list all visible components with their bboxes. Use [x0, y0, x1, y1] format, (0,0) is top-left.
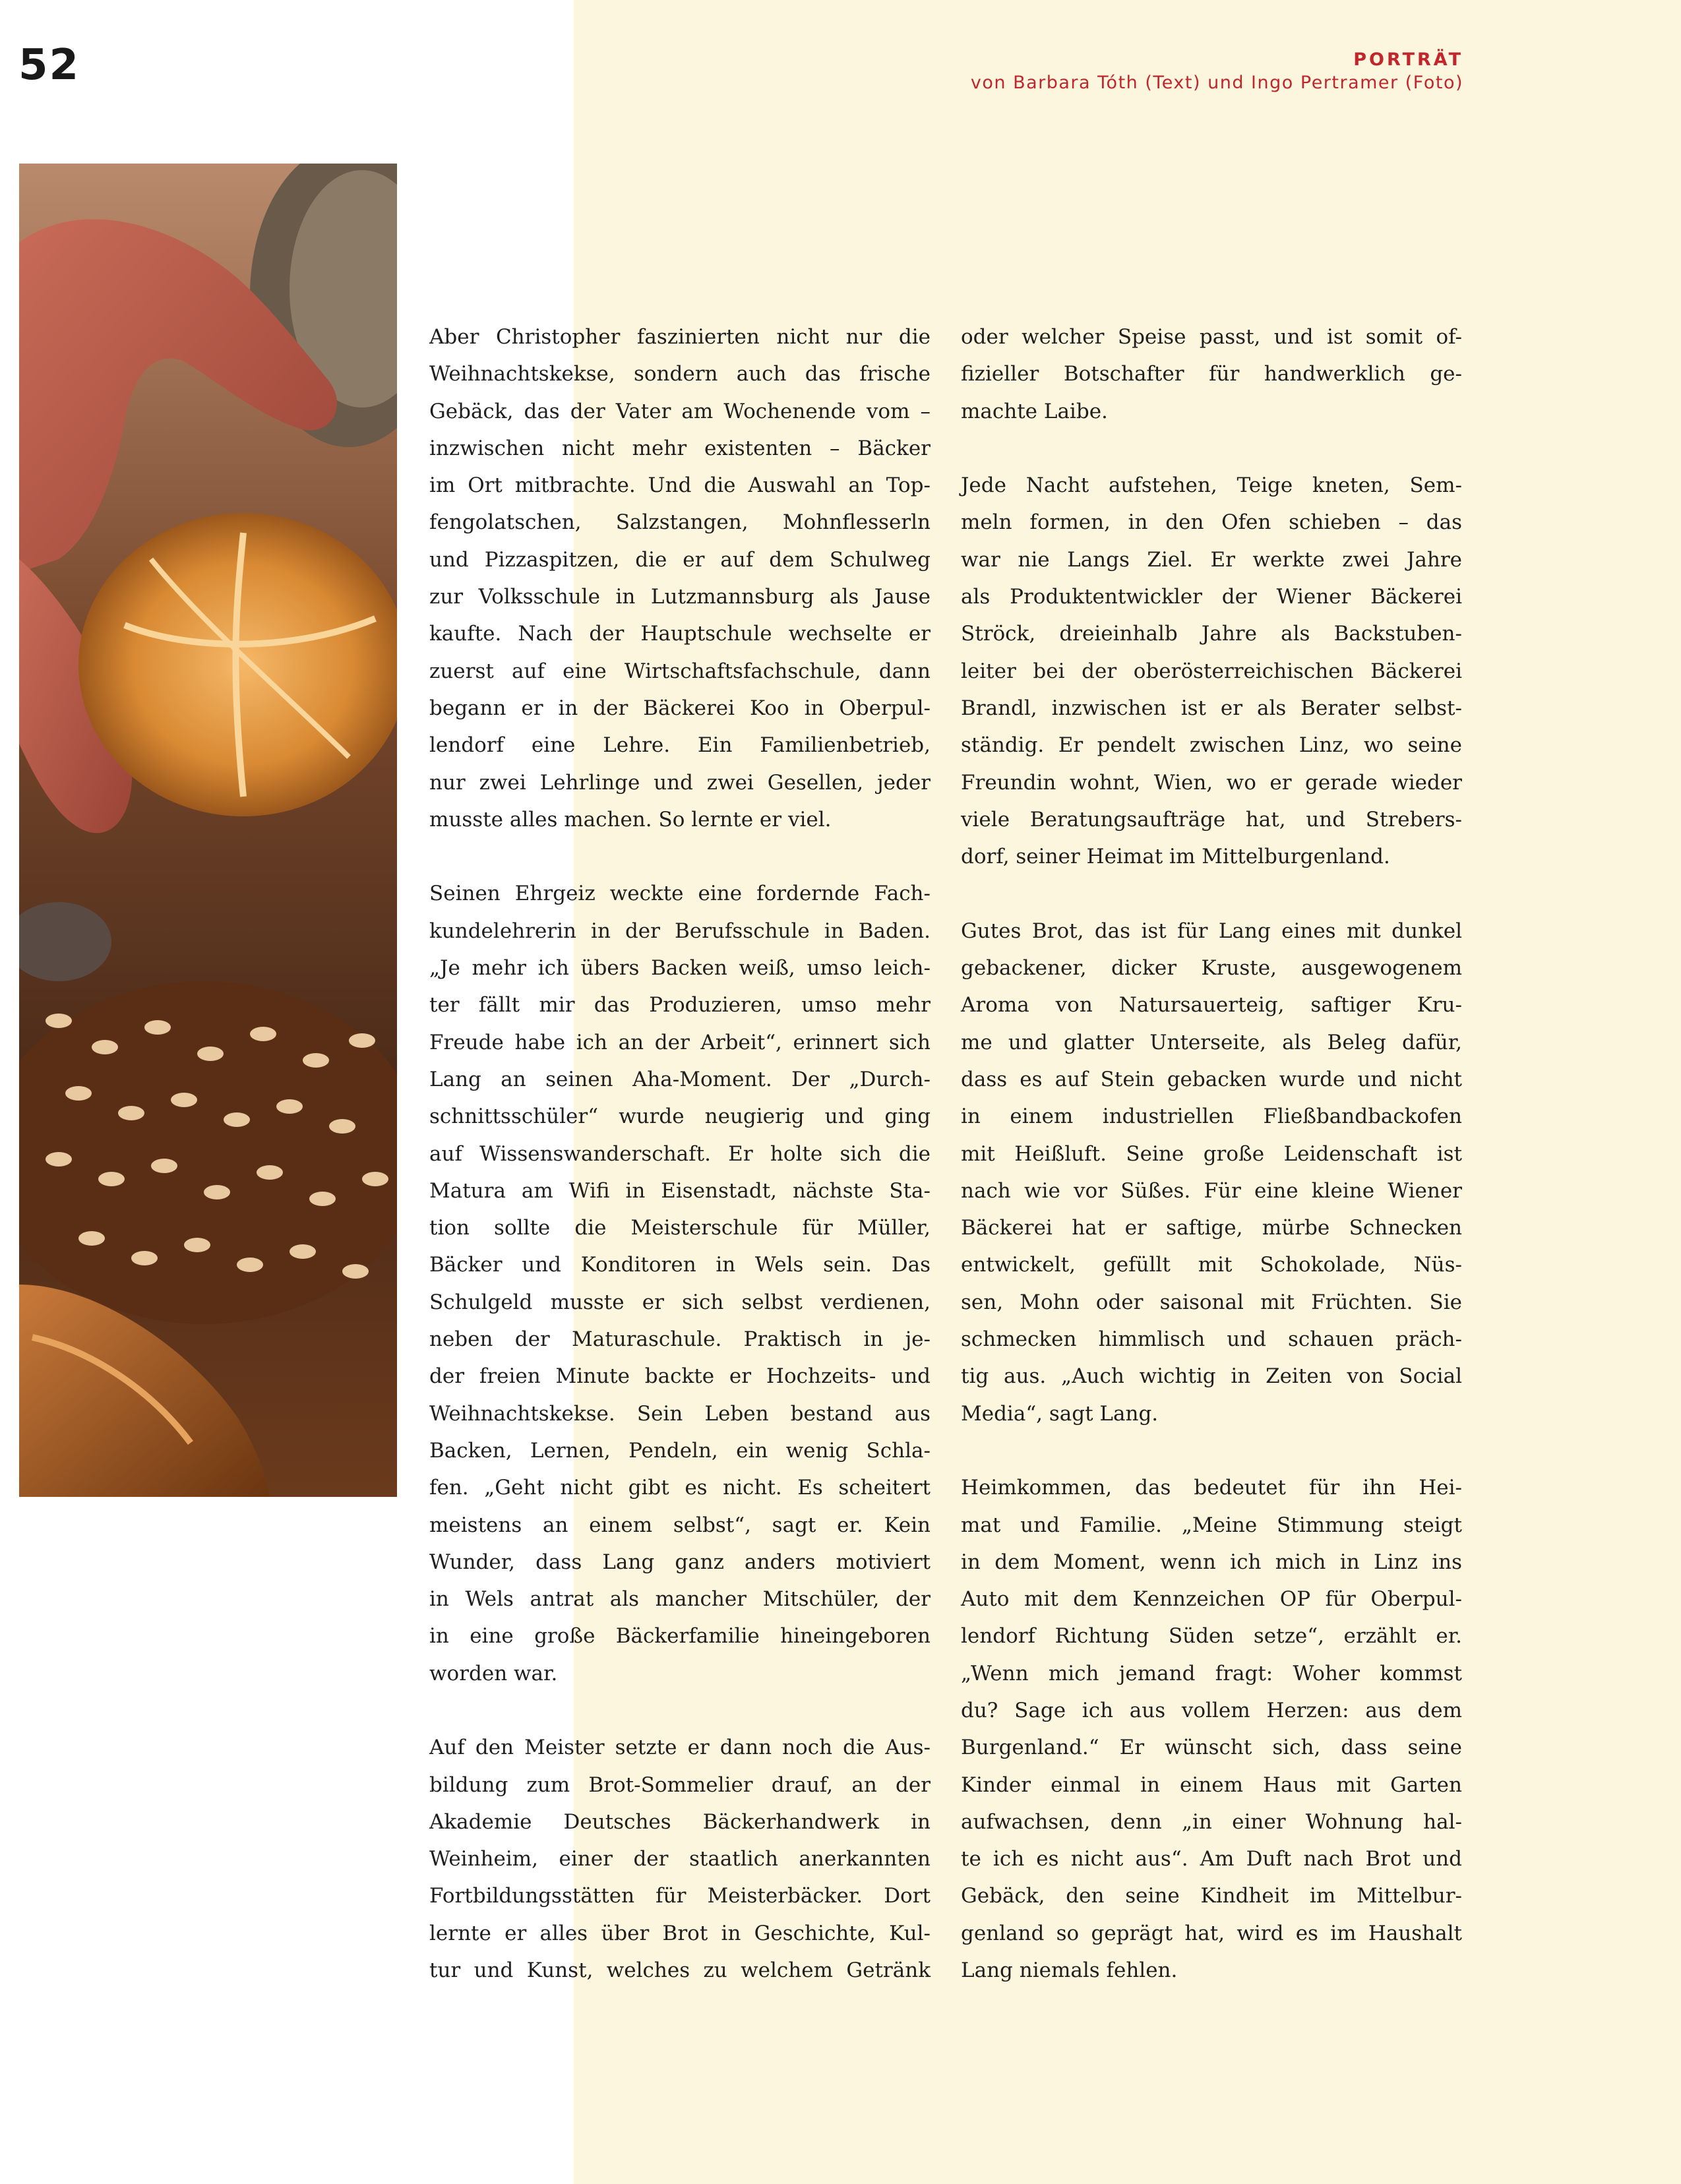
article-header [971, 49, 1463, 95]
text-line: Auto mit dem Kennzeichen OP für Oberpul- [961, 1587, 1462, 1612]
text-line: kaufte. Nach der Hauptschule wechselte er [429, 622, 931, 646]
text-line: entwickelt, gefüllt mit Schokolade, Nüs- [961, 1253, 1462, 1277]
text-line: nach wie vor Süßes. Für eine kleine Wiener [961, 1178, 1462, 1203]
text-line: Lang an seinen Aha-Moment. Der „Durch- [429, 1067, 931, 1091]
text-column-left [429, 318, 931, 2026]
bread-photo-icon [19, 164, 397, 1497]
text-line: Matura am Wifi in Eisenstadt, nächste Sta- [429, 1178, 931, 1203]
text-line: Gebäck, das der Vater am Wochenende vom – [429, 399, 931, 423]
paragraph [961, 467, 1462, 875]
text-line: schmecken himmlisch und schauen präch- [961, 1327, 1462, 1352]
text-line: gebackener, dicker Kruste, ausgewogenem [961, 956, 1462, 981]
text-line: Auf den Meister setzte er dann noch die Aus- [429, 1736, 931, 1760]
text-line: Wunder, dass Lang ganz anders motiviert [429, 1550, 931, 1574]
text-line: Freude habe ich an der Arbeit“, erinnert sich [429, 1030, 931, 1054]
text-line: ter fällt mir das Produzieren, umso mehr [429, 993, 931, 1017]
text-line: Media“, sagt Lang. [961, 1401, 1159, 1426]
byline: von Barbara Tóth (Text) und Ingo Pertramer (Foto) [970, 73, 1463, 93]
text-line: Weihnachtskekse. Sein Leben bestand aus [429, 1401, 931, 1426]
text-line: meistens an einem selbst“, sagt er. Kein [429, 1513, 931, 1537]
text-line: Heimkommen, das bedeutet für ihn Hei- [961, 1476, 1462, 1500]
text-line: tig aus. „Auch wichtig in Zeiten von Social [961, 1364, 1462, 1389]
text-line: Seinen Ehrgeiz weckte eine fordernde Fach- [429, 882, 931, 906]
text-line: dorf, seiner Heimat im Mittelburgenland. [961, 845, 1390, 869]
text-line: dass es auf Stein gebacken wurde und nicht [961, 1067, 1462, 1091]
text-line: Backen, Lernen, Pendeln, ein wenig Schla- [429, 1438, 931, 1463]
text-line: Weinheim, einer der staatlich anerkannten [429, 1847, 931, 1871]
text-line: viele Beratungsaufträge hat, und Strebers- [961, 807, 1462, 832]
text-line: Gutes Brot, das ist für Lang eines mit dunkel [961, 919, 1462, 943]
text-line: leiter bei der oberösterreichischen Bäckerei [961, 659, 1462, 683]
text-line: Jede Nacht aufstehen, Teige kneten, Sem- [961, 473, 1462, 498]
text-line: und Pizzaspitzen, die er auf dem Schulweg [429, 547, 931, 572]
section-kicker: PORTRÄT [1353, 49, 1463, 70]
text-line: Bäckerei hat er saftige, mürbe Schnecken [961, 1216, 1462, 1240]
text-line: fen. „Geht nicht gibt es nicht. Es scheitert [429, 1476, 931, 1500]
text-line: du? Sage ich aus vollem Herzen: aus dem [961, 1698, 1462, 1722]
text-line: Akademie Deutsches Bäckerhandwerk in [429, 1809, 931, 1834]
text-line: machte Laibe. [961, 399, 1108, 423]
text-line: inzwischen nicht mehr existenten – Bäcker [429, 436, 931, 460]
text-line: tur und Kunst, welches zu welchem Getränk [429, 1958, 931, 1983]
text-line: in einem industriellen Fließbandbackofen [961, 1105, 1462, 1129]
text-line: oder welcher Speise passt, und ist somit of- [961, 325, 1462, 349]
text-line: „Wenn mich jemand fragt: Woher kommst [961, 1661, 1462, 1685]
text-line: Ströck, dreieinhalb Jahre als Backstuben- [961, 622, 1462, 646]
text-line: Fortbildungsstätten für Meisterbäcker. Dort [429, 1884, 931, 1908]
text-line: nur zwei Lehrlinge und zwei Gesellen, jeder [429, 770, 931, 795]
text-line: fizieller Botschafter für handwerklich ge- [961, 362, 1462, 386]
text-line: in Wels antrat als mancher Mitschüler, der [429, 1587, 931, 1612]
text-line: Schulgeld musste er sich selbst verdienen, [429, 1290, 931, 1314]
text-line: Freundin wohnt, Wien, wo er gerade wieder [961, 770, 1462, 795]
text-line: Kinder einmal in einem Haus mit Garten [961, 1773, 1462, 1797]
text-line: war nie Langs Ziel. Er werkte zwei Jahre [961, 547, 1462, 572]
text-column-right [961, 318, 1462, 2026]
text-line: im Ort mitbrachte. Und die Auswahl an Top- [429, 473, 931, 498]
text-line: kundelehrerin in der Berufsschule in Baden. [429, 919, 931, 943]
paragraph [429, 1729, 931, 1989]
text-line: Burgenland.“ Er wünscht sich, dass seine [961, 1736, 1462, 1760]
text-line: ständig. Er pendelt zwischen Linz, wo seine [961, 733, 1462, 758]
text-line: tion sollte die Meisterschule für Müller, [429, 1216, 931, 1240]
paragraph [961, 1469, 1462, 1989]
text-line: genland so geprägt hat, wird es im Haushalt [961, 1921, 1462, 1945]
text-line: in dem Moment, wenn ich mich in Linz ins [961, 1550, 1462, 1574]
text-line: in eine große Bäckerfamilie hineingeboren [429, 1624, 931, 1649]
text-line: aufwachsen, denn „in einer Wohnung hal- [961, 1809, 1462, 1834]
text-line: als Produktentwickler der Wiener Bäckerei [961, 585, 1462, 609]
text-line: zuerst auf eine Wirtschaftsfachschule, dann [429, 659, 931, 683]
text-line: Bäcker und Konditoren in Wels sein. Das [429, 1253, 931, 1277]
text-line: Aroma von Natursauerteig, saftiger Kru- [961, 993, 1462, 1017]
paragraph [961, 318, 1462, 430]
paragraph [429, 875, 931, 1692]
text-line: zur Volksschule in Lutzmannsburg als Jause [429, 585, 931, 609]
text-line: begann er in der Bäckerei Koo in Oberpul- [429, 696, 931, 720]
text-line: schnittsschüler“ wurde neugierig und ging [429, 1105, 931, 1129]
text-line: Weihnachtskekse, sondern auch das frische [429, 362, 931, 386]
text-line: neben der Maturaschule. Praktisch in je- [429, 1327, 931, 1352]
text-line: worden war. [429, 1661, 558, 1685]
text-line: Aber Christopher faszinierten nicht nur die [429, 325, 931, 349]
page-number: 52 [18, 41, 80, 90]
text-line: Gebäck, den seine Kindheit im Mittelbur- [961, 1884, 1462, 1908]
paragraph [429, 318, 931, 838]
text-line: mit Heißluft. Seine große Leidenschaft ist [961, 1141, 1462, 1166]
text-line: musste alles machen. So lernte er viel. [429, 807, 832, 832]
text-line: lendorf eine Lehre. Ein Familienbetrieb, [429, 733, 931, 758]
text-line: meln formen, in den Ofen schieben – das [961, 510, 1462, 535]
text-line: sen, Mohn oder saisonal mit Früchten. Sie [961, 1290, 1462, 1314]
text-line: auf Wissenswanderschaft. Er holte sich die [429, 1141, 931, 1166]
text-line: der freien Minute backte er Hochzeits- und [429, 1364, 931, 1389]
text-line: te ich es nicht aus“. Am Duft nach Brot und [961, 1847, 1462, 1871]
text-line: „Je mehr ich übers Backen weiß, umso leich- [429, 956, 931, 981]
bread-photo [19, 164, 397, 1497]
text-line: lernte er alles über Brot in Geschichte, Kul- [429, 1921, 931, 1945]
text-line: lendorf Richtung Süden setze“, erzählt er. [961, 1624, 1462, 1649]
text-line: Lang niemals fehlen. [961, 1958, 1178, 1983]
text-line: me und glatter Unterseite, als Beleg dafür, [961, 1030, 1462, 1054]
text-line: bildung zum Brot-Sommelier drauf, an der [429, 1773, 931, 1797]
text-line: mat und Familie. „Meine Stimmung steigt [961, 1513, 1462, 1537]
text-line: Brandl, inzwischen ist er als Berater selbst- [961, 696, 1462, 720]
paragraph [961, 913, 1462, 1432]
text-line: fengolatschen, Salzstangen, Mohnflesserln [429, 510, 931, 535]
